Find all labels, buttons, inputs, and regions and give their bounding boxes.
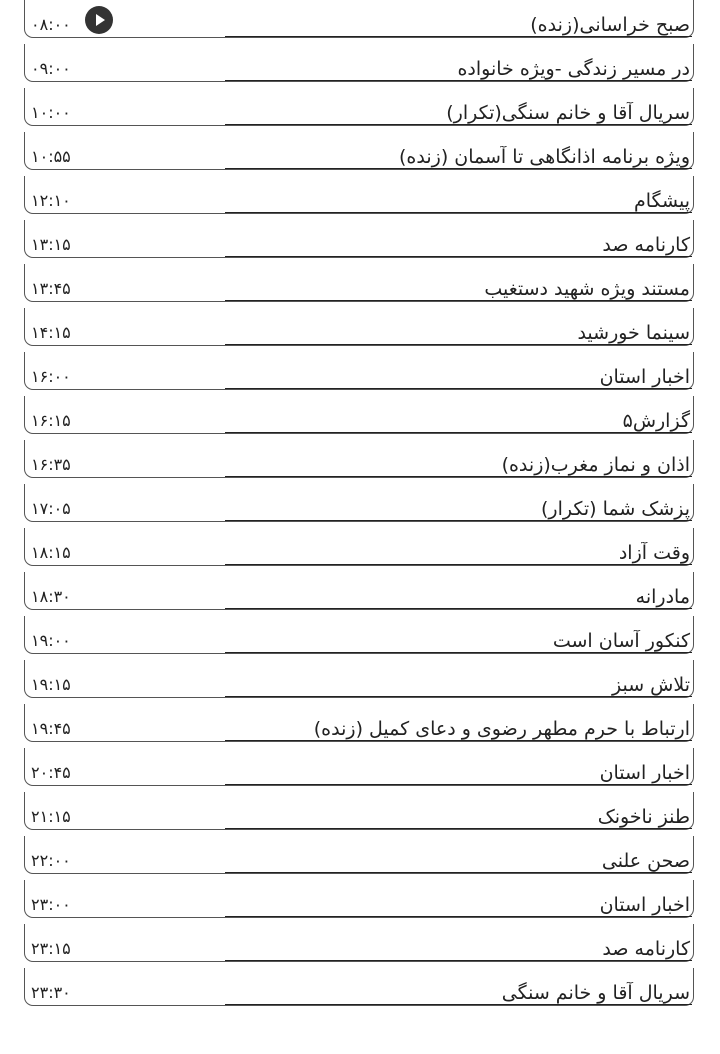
program-time: ۱۹:۰۰ [31, 631, 71, 650]
program-title: صحن علنی [225, 850, 692, 873]
program-time: ۲۳:۰۰ [31, 895, 71, 914]
program-title: کنکور آسان است [225, 630, 692, 653]
program-time: ۱۶:۰۰ [31, 367, 71, 386]
schedule-row[interactable] [24, 880, 694, 918]
schedule-row[interactable] [24, 44, 694, 82]
schedule-row[interactable] [24, 616, 694, 654]
program-title: تلاش سبز [225, 674, 692, 697]
schedule-row[interactable] [24, 176, 694, 214]
schedule-row[interactable] [24, 572, 694, 610]
program-time: ۰۸:۰۰ [31, 15, 71, 34]
program-title: ویژه برنامه اذانگاهی تا آسمان (زنده) [225, 146, 692, 169]
program-title: ارتباط با حرم مطهر رضوی و دعای کمیل (زنده) [225, 718, 692, 741]
program-time: ۰۹:۰۰ [31, 59, 71, 78]
schedule-row[interactable] [24, 792, 694, 830]
program-time: ۱۲:۱۰ [31, 191, 71, 210]
program-time: ۱۹:۴۵ [31, 719, 71, 738]
program-title: سینما خورشید [225, 322, 692, 345]
schedule-row[interactable] [24, 924, 694, 962]
program-title: در مسیر زندگی -ویژه خانواده [225, 58, 692, 81]
program-title: صبح خراسانی(زنده) [225, 14, 692, 37]
schedule-list [24, 0, 694, 1012]
program-time: ۱۳:۱۵ [31, 235, 71, 254]
program-time: ۱۰:۵۵ [31, 147, 71, 166]
program-title: وقت آزاد [225, 542, 692, 565]
program-time: ۲۰:۴۵ [31, 763, 71, 782]
schedule-row[interactable] [24, 396, 694, 434]
program-title: مستند ویژه شهید دستغیب [225, 278, 692, 301]
program-title: کارنامه صد [225, 938, 692, 961]
program-title: کارنامه صد [225, 234, 692, 257]
program-time: ۱۴:۱۵ [31, 323, 71, 342]
schedule-row[interactable] [24, 748, 694, 786]
program-title: گزارش۵ [225, 410, 692, 433]
program-time: ۱۸:۳۰ [31, 587, 71, 606]
schedule-row[interactable] [24, 132, 694, 170]
program-title: اخبار استان [225, 762, 692, 785]
program-time: ۱۶:۱۵ [31, 411, 71, 430]
program-time: ۱۰:۰۰ [31, 103, 71, 122]
schedule-row[interactable] [24, 704, 694, 742]
program-time: ۱۶:۳۵ [31, 455, 71, 474]
schedule-row[interactable] [24, 440, 694, 478]
program-title: طنز ناخونک [225, 806, 692, 829]
program-time: ۱۳:۴۵ [31, 279, 71, 298]
schedule-row[interactable] [24, 968, 694, 1006]
program-time: ۱۷:۰۵ [31, 499, 71, 518]
program-title: سریال آقا و خانم سنگی [225, 982, 692, 1005]
schedule-row[interactable] [24, 836, 694, 874]
schedule-row[interactable] [24, 308, 694, 346]
program-time: ۲۱:۱۵ [31, 807, 71, 826]
program-time: ۱۹:۱۵ [31, 675, 71, 694]
program-title: سریال آقا و خانم سنگی(تکرار) [225, 102, 692, 125]
play-button[interactable] [85, 6, 113, 34]
program-time: ۲۳:۳۰ [31, 983, 71, 1002]
program-title: پیشگام [225, 190, 692, 213]
schedule-row[interactable] [24, 660, 694, 698]
program-title: اخبار استان [225, 366, 692, 389]
schedule-row[interactable] [24, 484, 694, 522]
program-time: ۲۲:۰۰ [31, 851, 71, 870]
program-title: اذان و نماز مغرب(زنده) [225, 454, 692, 477]
schedule-row[interactable] [24, 528, 694, 566]
schedule-row[interactable] [24, 88, 694, 126]
program-title: پزشک شما (تکرار) [225, 498, 692, 521]
play-icon [85, 6, 113, 34]
program-title: اخبار استان [225, 894, 692, 917]
schedule-row[interactable] [24, 0, 694, 38]
program-time: ۱۸:۱۵ [31, 543, 71, 562]
program-time: ۲۳:۱۵ [31, 939, 71, 958]
schedule-row[interactable] [24, 220, 694, 258]
schedule-row[interactable] [24, 264, 694, 302]
schedule-row[interactable] [24, 352, 694, 390]
program-title: مادرانه [225, 586, 692, 609]
